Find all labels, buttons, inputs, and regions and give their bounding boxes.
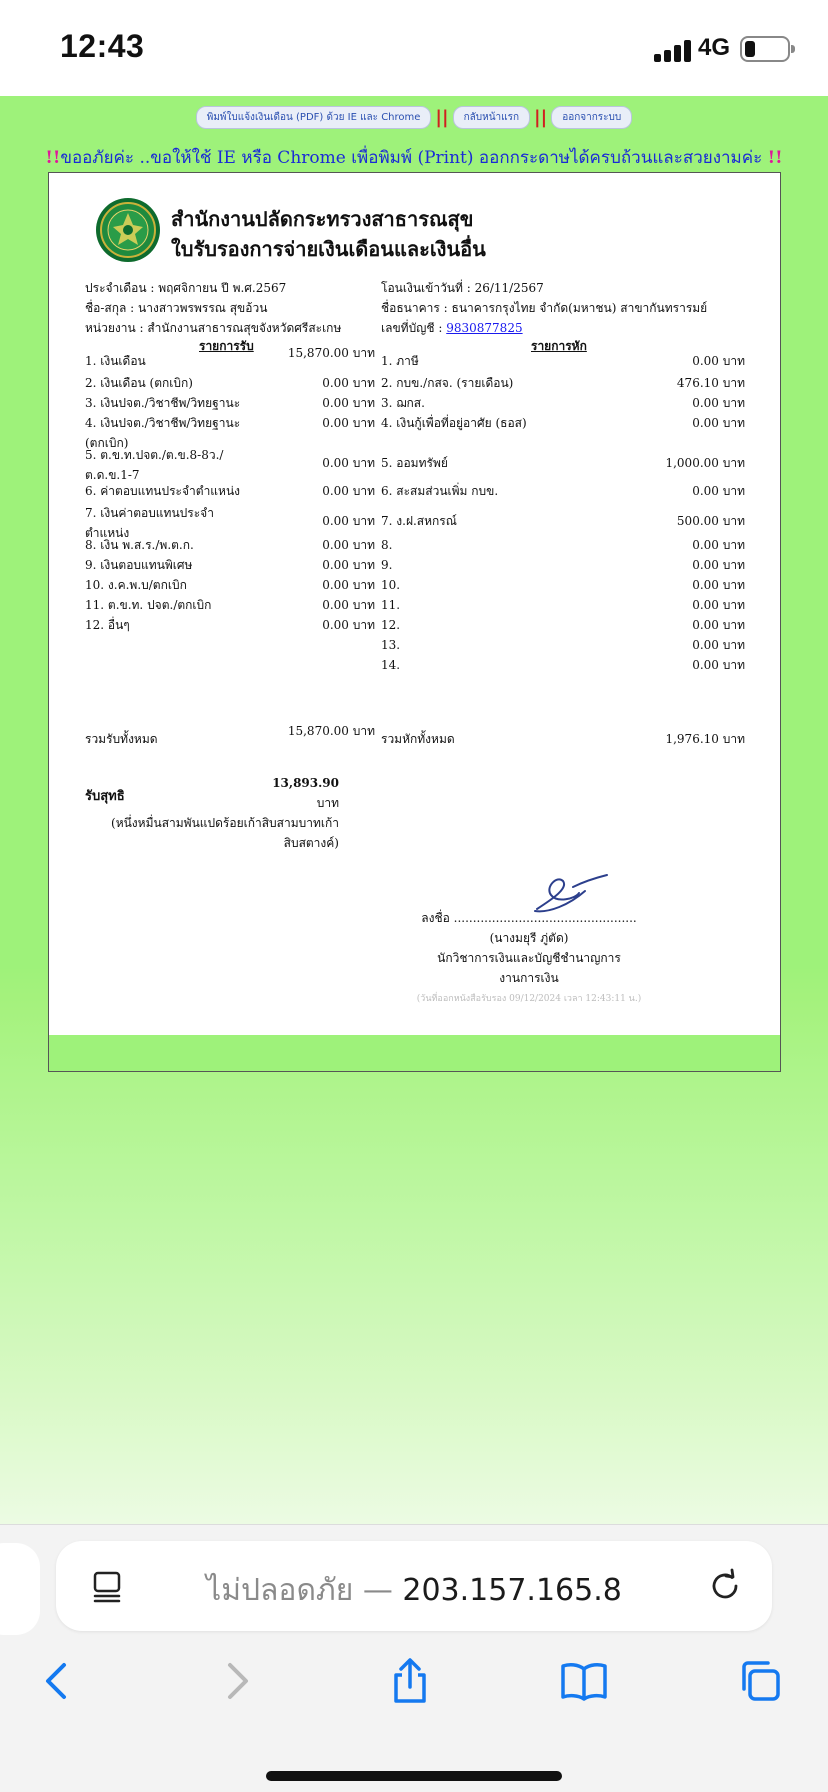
deduction-item-label: 7. ง.ฝ.สหกรณ์: [381, 514, 457, 528]
deduction-item-amount: 0.00 บาท: [692, 354, 745, 368]
deduction-item-label: 13.: [381, 638, 401, 652]
cellular-signal-icon: [654, 38, 692, 62]
total-income-label: รวมรับทั้งหมด: [85, 732, 158, 746]
web-page: [0, 96, 828, 1524]
income-item-amount: 0.00 บาท: [322, 514, 375, 528]
nav-separator: ||: [534, 107, 548, 128]
income-item-amount: 0.00 บาท: [322, 376, 375, 390]
deduction-item-label: 14.: [381, 658, 401, 672]
pay-month: ประจำเดือน : พฤศจิกายน ปี พ.ศ.2567: [85, 281, 287, 295]
income-item-amount: 0.00 บาท: [322, 538, 375, 552]
deduction-item-amount: 0.00 บาท: [692, 618, 745, 632]
income-item-amount: 0.00 บาท: [322, 396, 375, 410]
deduction-item-amount: 0.00 บาท: [692, 538, 745, 552]
deduction-item-amount: 0.00 บาท: [692, 396, 745, 410]
share-icon[interactable]: [386, 1657, 434, 1705]
not-secure-label: ไม่ปลอดภัย: [206, 1573, 354, 1608]
battery-icon: [740, 36, 790, 62]
print-pdf-button[interactable]: พิมพ์ใบแจ้งเงินเดือน (PDF) ด้วย IE และ Chrome: [196, 106, 432, 129]
income-item-label: 4. เงินปจต./วิชาชีพ/วิทยฐานะ (ตกเบิก): [85, 416, 241, 450]
nav-separator: ||: [435, 107, 449, 128]
income-item-amount: 0.00 บาท: [322, 618, 375, 632]
reload-icon[interactable]: [706, 1567, 744, 1605]
deduction-item-label: 2. กบข./กสจ. (รายเดือน): [381, 376, 514, 390]
net-pay-label: รับสุทธิ: [85, 789, 125, 804]
deduction-item-amount: 0.00 บาท: [692, 658, 745, 672]
warning-bang-left: !!: [45, 148, 61, 168]
deduction-item-amount: 0.00 บาท: [692, 638, 745, 652]
deduction-item-amount: 476.10 บาท: [676, 376, 745, 390]
account-number-link[interactable]: 9830877825: [446, 321, 523, 335]
home-indicator[interactable]: [266, 1771, 562, 1781]
income-item-amount: 0.00 บาท: [322, 456, 375, 470]
deduction-header: รายการหัก: [531, 339, 587, 353]
home-button[interactable]: กลับหน้าแรก: [453, 106, 530, 129]
url-dash: —: [353, 1573, 403, 1608]
net-pay-unit: บาท: [316, 796, 339, 810]
url-text[interactable]: [56, 1567, 772, 1614]
income-item-label: 5. ต.ข.ท.ปจต./ต.ข.8-8ว./ต.ด.ข.1-7: [85, 448, 224, 482]
income-item-label: 11. ต.ข.ท. ปจต./ตกเบิก: [85, 598, 212, 612]
forward-icon[interactable]: [212, 1657, 260, 1705]
work-unit: หน่วยงาน : สำนักงานสาธารณสุขจังหวัดศรีสะเกษ: [85, 321, 342, 335]
deduction-item-label: 4. เงินกู้เพื่อที่อยู่อาศัย (ธอส): [381, 416, 527, 430]
status-bar: [0, 0, 828, 96]
transfer-date: โอนเงินเข้าวันที่ : 26/11/2567: [381, 281, 544, 295]
deduction-item-label: 12.: [381, 618, 401, 632]
deduction-item-label: 9.: [381, 558, 393, 572]
total-deduction-amount: 1,976.10 บาท: [665, 732, 745, 746]
income-item-label: 3. เงินปจต./วิชาชีพ/วิทยฐานะ: [85, 396, 241, 410]
deduction-item-amount: 500.00 บาท: [676, 514, 745, 528]
income-header: รายการรับ: [199, 339, 254, 353]
income-item-label: 1. เงินเดือน: [85, 354, 146, 368]
income-item-label: 2. เงินเดือน (ตกเบิก): [85, 376, 193, 390]
address-bar[interactable]: [56, 1541, 772, 1631]
deduction-item-label: 1. ภาษี: [381, 354, 419, 368]
deduction-item-amount: 0.00 บาท: [692, 598, 745, 612]
income-item-amount: 0.00 บาท: [322, 558, 375, 572]
deduction-item-label: 10.: [381, 578, 401, 592]
deduction-item-label: 8.: [381, 538, 393, 552]
deduction-item-amount: 1,000.00 บาท: [665, 456, 745, 470]
top-nav: [0, 106, 828, 129]
net-pay-words: (หนึ่งหมื่นสามพันแปดร้อยเก้าสิบสามบาทเก้าสิบสตางค์): [111, 816, 339, 850]
deduction-item-label: 6. สะสมส่วนเพิ่ม กบข.: [381, 484, 499, 498]
previous-tab-peek[interactable]: [0, 1543, 40, 1635]
sign-line: ลงชื่อ ................................................: [421, 911, 637, 925]
deduction-item-amount: 0.00 บาท: [692, 558, 745, 572]
income-item-amount: 0.00 บาท: [322, 598, 375, 612]
deduction-item-label: 5. ออมทรัพย์: [381, 456, 448, 470]
status-time: 12:43: [60, 28, 145, 64]
url-address: 203.157.165.8: [402, 1573, 622, 1608]
total-deduction-label: รวมหักทั้งหมด: [381, 732, 455, 746]
organization-name: สำนักงานปลัดกระทรวงสาธารณสุข: [171, 207, 474, 231]
income-item-amount: 0.00 บาท: [322, 484, 375, 498]
income-item-label: 12. อื่นๆ: [85, 618, 130, 632]
back-icon[interactable]: [34, 1657, 82, 1705]
browser-warning: [0, 144, 828, 171]
income-item-amount: 15,870.00 บาท: [287, 346, 375, 360]
income-item-amount: 0.00 บาท: [322, 578, 375, 592]
bookmarks-icon[interactable]: [560, 1657, 608, 1705]
issued-timestamp: (วันที่ออกหนังสือรับรอง 09/12/2024 เวลา 12:43:11 น.): [416, 994, 642, 1004]
deduction-item-amount: 0.00 บาท: [692, 484, 745, 498]
total-income-amount: 15,870.00 บาท: [287, 724, 375, 738]
signer-department: งานการเงิน: [499, 971, 559, 985]
warning-text: ขออภัยค่ะ ..ขอให้ใช้ IE หรือ Chrome เพื่อพิมพ์ (Print) ออกกระดาษได้ครบถ้วนและสวยงามค่ะ: [60, 148, 763, 168]
document-title: ใบรับรองการจ่ายเงินเดือนและเงินอื่น: [171, 237, 486, 261]
browser-toolbar: [0, 1524, 828, 1792]
deduction-item-amount: 0.00 บาท: [692, 578, 745, 592]
signer-position: นักวิชาการเงินและบัญชีชำนาญการ: [437, 951, 621, 965]
net-pay-value: [239, 773, 339, 813]
net-pay-amount: 13,893.90: [272, 776, 339, 790]
salary-certificate: [48, 172, 781, 1072]
logout-button[interactable]: ออกจากระบบ: [551, 106, 632, 129]
income-item-amount: 0.00 บาท: [322, 416, 375, 430]
signer-name: (นางมยุรี ภู่ตัด): [489, 931, 569, 945]
bank-name: ชื่อธนาคาร : ธนาคารกรุงไทย จำกัด(มหาชน) สาขากันทรารมย์: [381, 301, 708, 315]
income-item-label: 6. ค่าตอบแทนประจำตำแหน่ง: [85, 484, 241, 498]
ministry-logo-icon: [95, 197, 161, 263]
deduction-item-label: 11.: [381, 598, 401, 612]
income-item-label: 8. เงิน พ.ส.ร./พ.ต.ก.: [85, 538, 194, 552]
bank-account: [381, 319, 523, 338]
deduction-item-label: 3. ฌกส.: [381, 396, 425, 410]
receipt-footer-band: [49, 1035, 780, 1071]
income-item-label: 7. เงินค่าตอบแทนประจำตำแหน่ง: [85, 506, 214, 540]
account-label: เลขที่บัญชี :: [381, 321, 447, 335]
tabs-icon[interactable]: [736, 1657, 784, 1705]
income-item-label: 9. เงินตอบแทนพิเศษ: [85, 558, 193, 572]
network-type: 4G: [698, 34, 731, 61]
warning-bang-right: !!: [767, 148, 783, 168]
deduction-item-amount: 0.00 บาท: [692, 416, 745, 430]
income-item-label: 10. ง.ค.พ.บ/ตกเบิก: [85, 578, 187, 592]
employee-name: ชื่อ-สกุล : นางสาวพรพรรณ สุขอ้วน: [85, 301, 268, 315]
